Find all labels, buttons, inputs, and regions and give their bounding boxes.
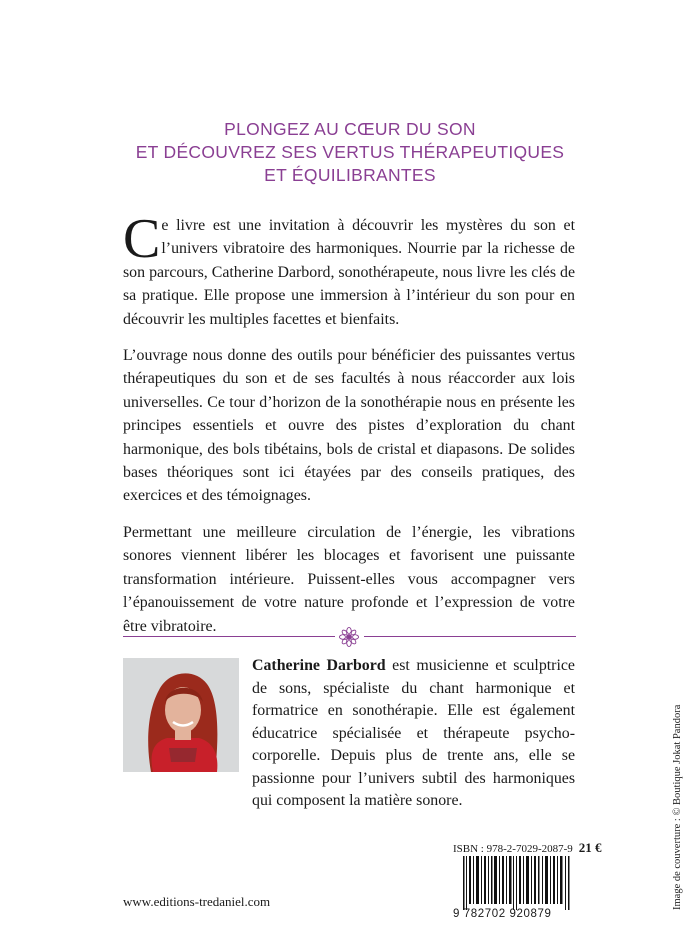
blurb-paragraph-3: Permettant une meilleure circulation de l’énergie, les vibrations sonores viennent libérer les blocages et favorisent une puissante transformation intérieure. Puissent-elles vous accompagner vers l’épanouissement de votre nature profonde et l’expression de votre être vibratoire. xyxy=(123,523,575,635)
blurb-paragraph-1-text: e livre est une invitation à découvrir les mystères du son et l’univers vibratoire des harmoniques. Nourrie par la richesse de son parcours, Catherine Darbord, sonothérapeute, nous livre les clés de sa pratique. Elle propose une immersion à l’intérieur du son pour en découvrir les multiples facettes et bienfaits. xyxy=(123,217,575,328)
author-bio-text: est musicienne et sculptrice de sons, spécialiste du chant harmonique et formatrice en sonothérapie. Elle est également éducatrice spécialisée et thérapeute psycho-corporelle. Depuis plus de trente ans, elle se passionne pour l’univers subtil des harmoniques qui composent la matière sonore. xyxy=(252,657,575,809)
isbn-price-line xyxy=(453,840,602,856)
isbn: ISBN : 978-2-7029-2087-9 xyxy=(453,843,573,855)
author-name: Catherine Darbord xyxy=(252,657,386,674)
blurb-paragraph-1 xyxy=(123,208,575,331)
headline-line-3: ET ÉQUILIBRANTES xyxy=(264,165,436,185)
barcode-digits: 9 782702 920879 xyxy=(453,908,552,920)
price: 21 € xyxy=(578,840,602,855)
barcode xyxy=(453,856,577,910)
back-cover-headline xyxy=(60,118,640,187)
mandala-flower-icon xyxy=(337,626,361,648)
headline-line-2: ET DÉCOUVREZ SES VERTUS THÉRAPEUTIQUES xyxy=(135,142,565,162)
barcode-block xyxy=(453,840,602,921)
author-photo xyxy=(123,658,239,772)
divider-rule-right xyxy=(364,636,576,637)
headline-line-1: PLONGEZ AU CŒUR DU SON xyxy=(224,119,476,139)
drop-cap: C xyxy=(123,208,161,270)
blurb-paragraph-2: L’ouvrage nous donne des outils pour bénéficier des puissantes vertus thérapeutiques du son et de ses facultés à nous réaccorder aux lois universelles. Ce tour d’horizon de la sonothérapie nous en présente les principes essentiels et ouvre des pistes d’exploration du chant harmonique, des bols tibétains, bols de cristal et diapasons. De solides bases théoriques sont ici étayées par des conseils pratiques, des exercices et des témoignages. xyxy=(123,347,575,505)
cover-image-credit: Image de couverture : © Boutique Jokat Pandora xyxy=(672,704,683,910)
author-bio xyxy=(252,655,575,813)
divider-rule-left xyxy=(123,636,335,637)
blurb xyxy=(123,208,575,651)
section-divider xyxy=(123,626,576,648)
publisher-website: www.editions-tredaniel.com xyxy=(123,894,271,909)
